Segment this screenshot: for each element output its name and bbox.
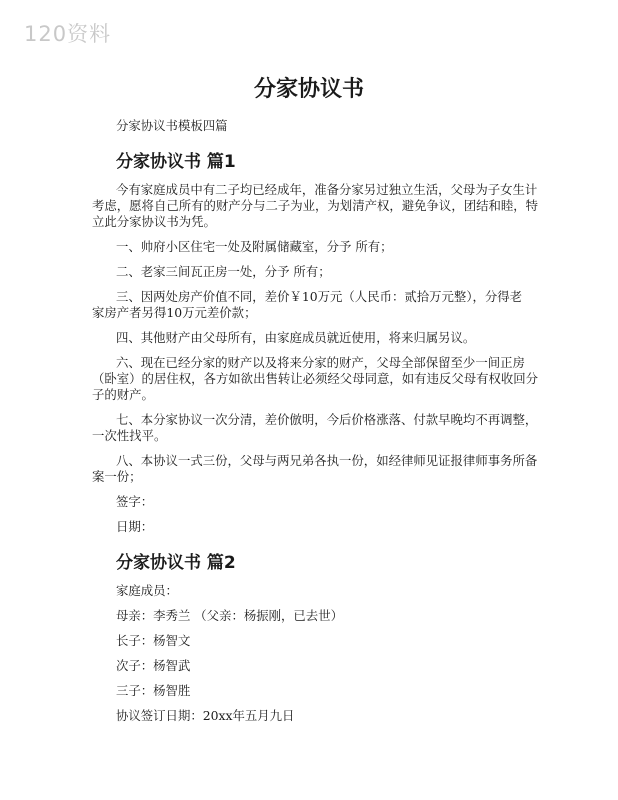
section-heading-1: 分家协议书 篇1 bbox=[116, 152, 236, 172]
eldest-son-line: 长子：杨智文 bbox=[116, 633, 191, 648]
clause-7-line: 一次性找平。 bbox=[92, 428, 167, 443]
second-son-line: 次子：杨智武 bbox=[116, 658, 191, 673]
watermark-logo: 120资料 bbox=[24, 22, 112, 46]
clause-8-line: 八、本协议一式三份，父母与两兄弟各执一份，如经律师见证报律师事务所备 bbox=[116, 453, 538, 468]
clause-3-line: 三、因两处房产价值不同，差价￥10万元（人民币：贰拾万元整），分得老 bbox=[116, 289, 523, 304]
document-title: 分家协议书 bbox=[253, 77, 364, 102]
clause-1: 一、帅府小区住宅一处及附属储藏室，分予 所有； bbox=[116, 239, 393, 254]
clause-6-line: 子的财产。 bbox=[92, 387, 154, 402]
clause-2: 二、老家三间瓦正房一处，分予 所有； bbox=[116, 264, 331, 279]
signature-label: 签字： bbox=[116, 494, 154, 509]
section-heading-2: 分家协议书 篇2 bbox=[116, 553, 236, 573]
clause-8-line: 案一份； bbox=[92, 469, 142, 484]
clause-3-line: 家房产者另得10万元差价款； bbox=[92, 305, 257, 320]
paragraph-line: 今有家庭成员中有二子均已经成年，准备分家另过独立生活，父母为子女生计 bbox=[116, 182, 538, 197]
clause-6-line: 六、现在已经分家的财产以及将来分家的财产，父母全部保留至少一间正房 bbox=[116, 355, 525, 370]
paragraph-line: 考虑，愿将自己所有的财产分与二子为业，为划清产权，避免争议，团结和睦，特 bbox=[92, 198, 539, 213]
date-label: 日期： bbox=[116, 519, 154, 534]
mother-line: 母亲：李秀兰 （父亲：杨振刚，已去世） bbox=[116, 608, 343, 623]
clause-7-line: 七、本分家协议一次分清，差价倣明，今后价格涨落、付款早晚均不再调整， bbox=[116, 412, 538, 427]
paragraph-line: 立此分家协议书为凭。 bbox=[92, 214, 216, 229]
members-label: 家庭成员： bbox=[116, 583, 178, 598]
clause-4: 四、其他财产由父母所有，由家庭成员就近使用，将来归属另议。 bbox=[116, 330, 476, 345]
signing-date-line: 协议签订日期：20xx年五月九日 bbox=[116, 708, 295, 723]
clause-6-line: （卧室）的居住权，各方如欲出售转让必须经父母同意，如有违反父母有权收回分 bbox=[92, 371, 539, 386]
subtitle: 分家协议书模板四篇 bbox=[116, 118, 228, 133]
third-son-line: 三子：杨智胜 bbox=[116, 683, 191, 698]
